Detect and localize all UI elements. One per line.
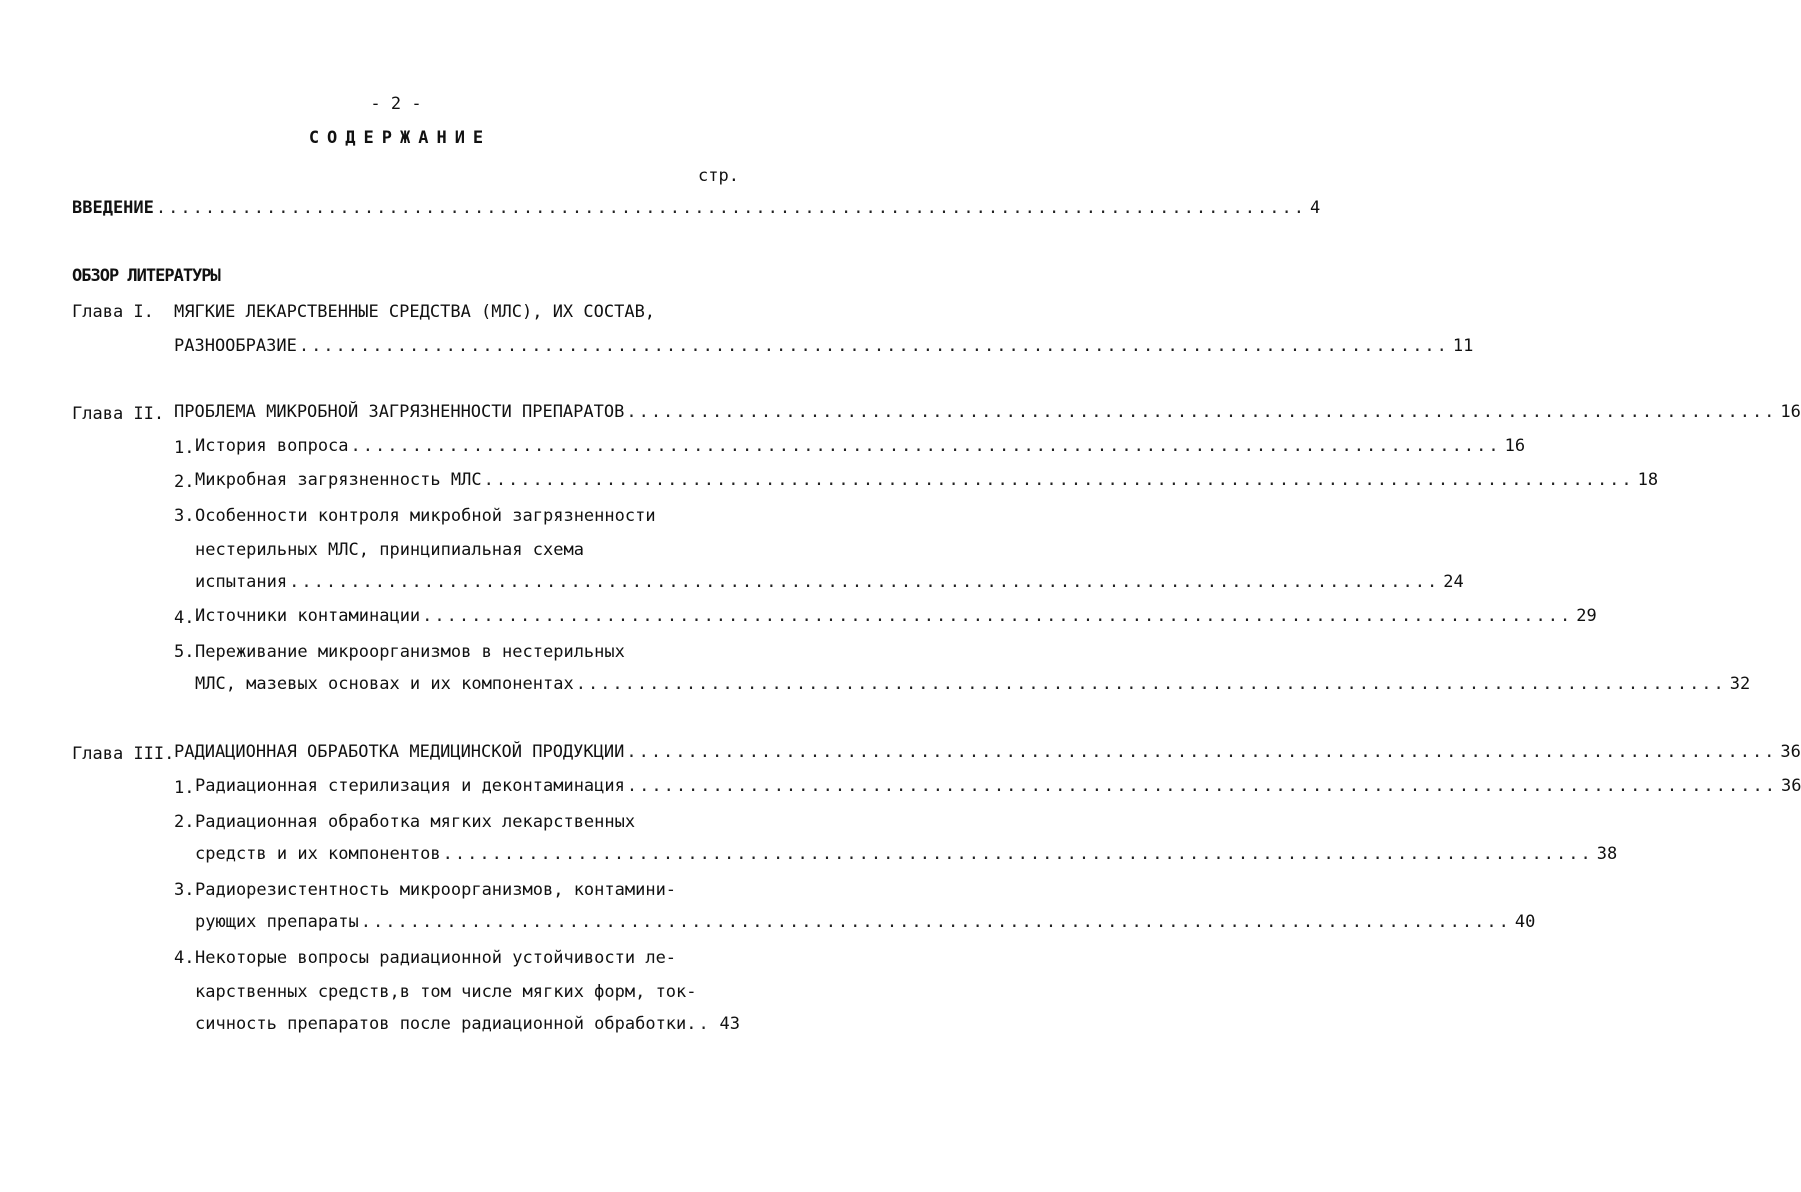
item-number: 1.: [174, 778, 195, 798]
toc-page-number: 18: [1637, 470, 1659, 490]
item-number: 2.: [174, 812, 195, 832]
toc-entry-2-1[interactable]: [195, 436, 1526, 458]
toc-entry-label: средств и их компонентов: [195, 844, 441, 864]
toc-page-number: 11: [1452, 336, 1474, 356]
toc-entry-label: История вопроса: [195, 436, 349, 456]
toc-entry-label: МЛС, мазевых основах и их компонентах: [195, 674, 574, 694]
toc-page-number: 36: [1780, 776, 1801, 796]
leader-dots: ..............................................................................................: [575, 674, 1726, 694]
toc-entry-label: РАДИАЦИОННАЯ ОБРАБОТКА МЕДИЦИНСКОЙ ПРОДУКЦИИ: [174, 742, 625, 762]
leader-dots: ..............................................................................................: [360, 912, 1511, 932]
chapter-1-label: Глава I.: [72, 302, 154, 322]
toc-entry-label: Источники контаминации: [195, 606, 421, 626]
toc-page-number: 43: [719, 1014, 740, 1034]
toc-entry-3-1[interactable]: [195, 776, 1801, 798]
toc-entry-label: Микробная загрязненность МЛС: [195, 470, 482, 490]
leader-dots: ..............................................................................................: [483, 470, 1634, 490]
toc-entry-label: РАЗНООБРАЗИЕ: [174, 336, 297, 356]
toc-entry-label: ВВЕДЕНИЕ: [72, 198, 154, 218]
toc-page-number: 24: [1443, 572, 1464, 592]
toc-entry-line: Особенности контроля микробной загрязненности: [195, 506, 656, 526]
page-column-label: стр.: [698, 166, 739, 186]
toc-entry-label: сичность препаратов после радиационной обработки.: [195, 1014, 697, 1034]
toc-entry-2-5[interactable]: [195, 674, 1751, 696]
toc-entry-label: ПРОБЛЕМА МИКРОБНОЙ ЗАГРЯЗНЕННОСТИ ПРЕПАРАТОВ: [174, 402, 625, 422]
toc-page-number: 16: [1504, 436, 1526, 456]
item-number: 4.: [174, 608, 195, 628]
toc-entry-2-3[interactable]: [195, 572, 1464, 594]
item-number: 2.: [174, 472, 195, 492]
toc-entry-line: Переживание микроорганизмов в нестерильных: [195, 642, 625, 662]
leader-dots: ..............................................................................................: [289, 572, 1440, 592]
toc-entry-chapter-2[interactable]: [174, 402, 1801, 424]
page-title: СОДЕРЖАНИЕ: [308, 128, 492, 148]
toc-page-number: 38: [1596, 844, 1618, 864]
toc-page-number: 32: [1729, 674, 1751, 694]
toc-page-number: 29: [1576, 606, 1597, 626]
toc-page-number: 4: [1309, 198, 1321, 218]
item-number: 3.: [174, 506, 195, 526]
chapter-2-label: Глава II.: [72, 404, 165, 424]
toc-entry-intro[interactable]: [72, 198, 1321, 220]
item-number: 1.: [174, 438, 195, 458]
leader-dots: ..............................................................................................: [626, 776, 1777, 796]
leader-dots: .: [698, 1014, 711, 1034]
toc-page-number: 36: [1780, 742, 1801, 762]
leader-dots: ..............................................................................................: [626, 402, 1777, 422]
toc-entry-3-4[interactable]: [195, 1014, 740, 1036]
toc-entry-label: испытания: [195, 572, 288, 592]
leader-dots: ..............................................................................................: [442, 844, 1593, 864]
leader-dots: ..............................................................................................: [626, 742, 1777, 762]
toc-entry-chapter-1[interactable]: [174, 336, 1474, 358]
chapter-3-label: Глава III.: [72, 744, 175, 764]
toc-entry-3-3[interactable]: [195, 912, 1536, 934]
toc-page-number: 16: [1780, 402, 1801, 422]
toc-entry-line: Радиорезистентность микроорганизмов, контамини-: [195, 880, 677, 900]
page-number: - 2 -: [370, 94, 422, 114]
toc-entry-2-4[interactable]: [195, 606, 1597, 628]
item-number: 5.: [174, 642, 195, 662]
leader-dots: ..............................................................................................: [350, 436, 1501, 456]
section-heading: ОБЗОР ЛИТЕРАТУРЫ: [72, 266, 220, 286]
leader-dots: ..............................................................................................: [155, 198, 1306, 218]
item-number: 3.: [174, 880, 195, 900]
toc-entry-line: Некоторые вопросы радиационной устойчивости ле-: [195, 948, 677, 968]
leader-dots: ..............................................................................................: [422, 606, 1573, 626]
item-number: 4.: [174, 948, 195, 968]
toc-entry-2-2[interactable]: [195, 470, 1659, 492]
chapter-1-title-line: МЯГКИЕ ЛЕКАРСТВЕННЫЕ СРЕДСТВА (МЛС), ИХ СОСТАВ,: [174, 302, 656, 322]
toc-entry-3-2[interactable]: [195, 844, 1618, 866]
toc-page-number: 40: [1514, 912, 1536, 932]
toc-entry-line: Радиационная обработка мягких лекарственных: [195, 812, 636, 832]
leader-dots: ..............................................................................................: [298, 336, 1449, 356]
toc-entry-label: Радиационная стерилизация и деконтаминация: [195, 776, 625, 796]
toc-entry-line: карственных средств,в том числе мягких форм, ток-: [195, 982, 697, 1002]
toc-entry-label: рующих препараты: [195, 912, 359, 932]
toc-entry-line: нестерильных МЛС, принципиальная схема: [195, 540, 584, 560]
toc-entry-chapter-3[interactable]: [174, 742, 1801, 764]
